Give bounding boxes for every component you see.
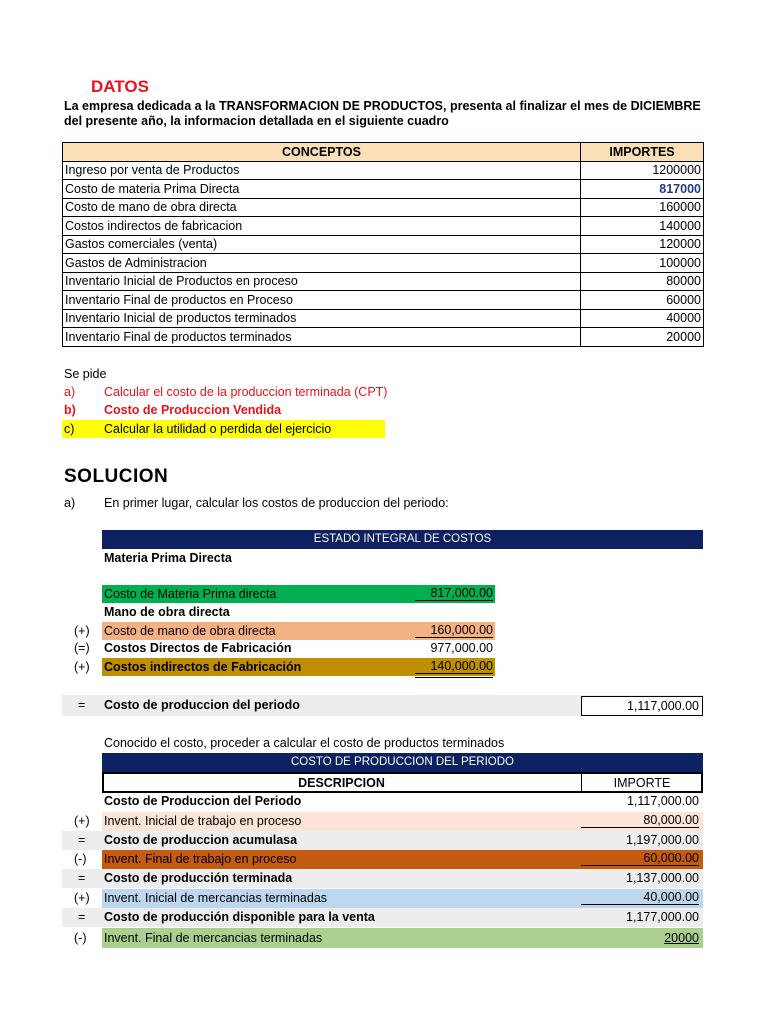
col-importes: IMPORTES (581, 143, 704, 162)
table-row (63, 235, 704, 254)
cif-sign: (+) (74, 660, 90, 674)
amount-cell: 40000 (581, 309, 704, 328)
table-row (63, 328, 704, 347)
row-sign: = (78, 833, 86, 847)
concept-cell: Inventario Inicial de Productos en proceso (63, 272, 581, 291)
concept-cell: Gastos comerciales (venta) (63, 235, 581, 254)
concept-cell: Gastos de Administracion (63, 254, 581, 273)
concept-cell: Costo de materia Prima Directa (63, 180, 581, 199)
row-label: Costo de produccion acumulasa (104, 833, 298, 847)
mod-sign: (+) (74, 624, 90, 638)
col-importe: IMPORTE (613, 776, 671, 790)
datos-table-header (63, 143, 704, 162)
row-label: Costo de producción disponible para la venta (104, 910, 375, 924)
row-value: 1,137,000.00 (626, 871, 699, 885)
table-row (63, 198, 704, 217)
row-sign: = (78, 871, 86, 885)
row-label: Invent. Inicial de trabajo en proceso (104, 814, 302, 828)
concept-cell: Inventario Inicial de productos terminados (63, 309, 581, 328)
mpd-heading: Materia Prima Directa (104, 551, 232, 565)
mpd-label: Costo de Materia Prima directa (104, 587, 277, 601)
conocido-text: Conocido el costo, proceder a calcular el costo de productos terminados (104, 736, 505, 750)
datos-title: DATOS (91, 77, 149, 96)
amount-cell: 20000 (581, 328, 704, 347)
table-row (63, 161, 704, 180)
table-row (63, 180, 704, 199)
row-sign: (+) (74, 891, 90, 905)
row-sign: (-) (74, 852, 87, 866)
mod-heading: Mano de obra directa (104, 605, 230, 619)
intro-text: La empresa dedicada a la TRANSFORMACION DE PRODUCTOS, presenta al finalizar el mes de DICIEMBRE del presente año, la informacion detallada en el siguiente cuadro (64, 99, 701, 128)
row-value: 1,177,000.00 (626, 910, 699, 924)
table-row (63, 217, 704, 236)
row-label: Costo de producción terminada (104, 871, 293, 885)
table-row (63, 309, 704, 328)
concept-cell: Costo de mano de obra directa (63, 198, 581, 217)
cdf-label: Costos Directos de Fabricación (104, 641, 292, 655)
request-a-text: Calcular el costo de la produccion terminada (CPT) (104, 385, 388, 399)
cif-underline (415, 677, 493, 678)
table-row (63, 291, 704, 310)
amount-cell: 120000 (581, 235, 704, 254)
cpp-table-title: COSTO DE PRODUCCION DEL PERIODO (102, 753, 703, 772)
step-a-letter: a) (64, 496, 76, 510)
row-label: Costo de Produccion del Periodo (104, 794, 302, 808)
datos-table (62, 142, 704, 347)
concept-cell: Inventario Final de productos terminados (63, 328, 581, 347)
mpd-value: 817,000.00 (415, 586, 493, 601)
mod-value: 160,000.00 (415, 623, 493, 638)
concept-cell: Costos indirectos de fabricacion (63, 217, 581, 236)
concept-cell: Ingreso por venta de Productos (63, 161, 581, 180)
row-sign: = (78, 910, 86, 924)
cif-label: Costos indirectos de Fabricación (104, 660, 302, 674)
amount-cell: 1200000 (581, 161, 704, 180)
row-label: Invent. Final de trabajo en proceso (104, 852, 297, 866)
mod-label: Costo de mano de obra directa (104, 624, 276, 638)
amount-cell: 100000 (581, 254, 704, 273)
amount-cell: 160000 (581, 198, 704, 217)
amount-cell: 60000 (581, 291, 704, 310)
row-value: 40,000.00 (581, 890, 699, 905)
amount-cell: 80000 (581, 272, 704, 291)
table-row (63, 254, 704, 273)
step-a-text: En primer lugar, calcular los costos de produccion del periodo: (104, 496, 449, 510)
row-label: Invent. Inicial de mercancias terminadas (104, 891, 328, 905)
cpp-sign: = (78, 698, 86, 712)
request-c-text: Calcular la utilidad o perdida del ejercicio (104, 422, 332, 436)
row-value: 1,197,000.00 (626, 833, 699, 847)
amount-cell: 140000 (581, 217, 704, 236)
cpp-value-box: 1,117,000.00 (581, 696, 703, 716)
row-label: Invent. Final de mercancias terminadas (104, 931, 323, 945)
table-row (63, 272, 704, 291)
amount-cell: 817000 (581, 180, 704, 199)
row-sign: (+) (74, 814, 90, 828)
se-pide-label: Se pide (64, 367, 107, 381)
row-sign: (-) (74, 931, 87, 945)
cif-value: 140,000.00 (415, 659, 493, 674)
row-value: 60,000.00 (581, 851, 699, 866)
col-descripcion: DESCRIPCION (298, 776, 385, 790)
row-value: 20000 (664, 931, 699, 945)
solucion-title: SOLUCION (64, 466, 169, 487)
cdf-value: 977,000.00 (430, 641, 493, 655)
row-value: 80,000.00 (581, 813, 699, 828)
row-value: 1,117,000.00 (626, 794, 699, 808)
estado-integral-header: ESTADO INTEGRAL DE COSTOS (102, 530, 703, 549)
request-b-letter: b) (64, 403, 76, 417)
request-b-text: Costo de Produccion Vendida (104, 403, 282, 417)
request-a-letter: a) (64, 385, 76, 399)
col-conceptos: CONCEPTOS (63, 143, 581, 162)
concept-cell: Inventario Final de productos en Proceso (63, 291, 581, 310)
request-c-letter: c) (64, 422, 75, 436)
cpp-label: Costo de produccion del periodo (104, 698, 300, 712)
cdf-sign: (=) (74, 641, 90, 655)
